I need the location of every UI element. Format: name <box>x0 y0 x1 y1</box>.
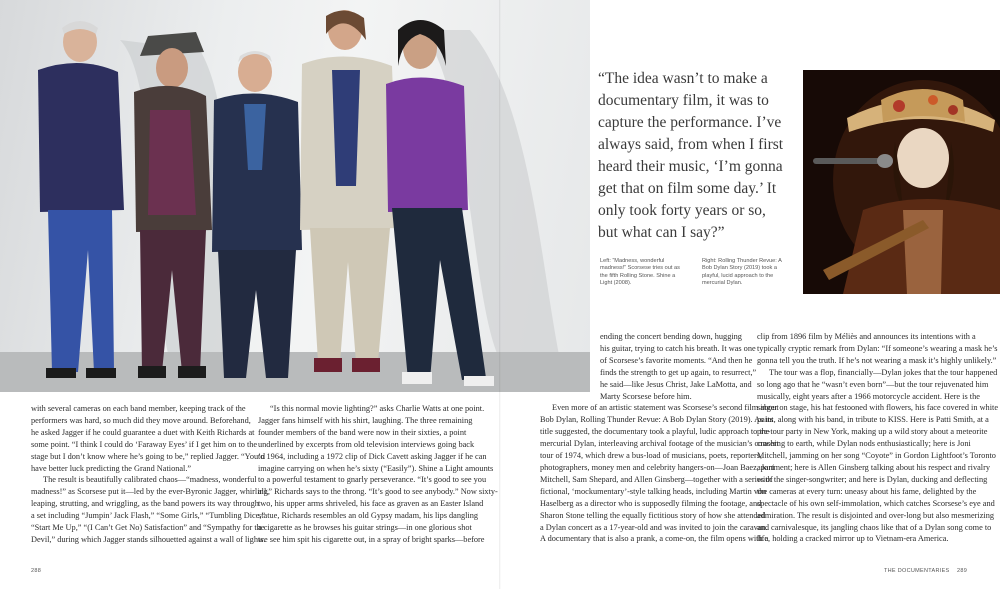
text-line: to 1964, including a 1972 clip of Dick Cavett asking Jagger if he can <box>258 451 487 461</box>
text-line: Haselberg as a director who is supposedly filming the footage, and <box>540 498 762 508</box>
body-column-2 <box>258 403 498 546</box>
band-photo-illustration <box>0 0 590 392</box>
text-line: singer on stage, his hat festooned with flowers, his face covered in white <box>757 403 999 413</box>
gutter-shadow <box>499 0 501 589</box>
text-line: all,” Richards says to the throng. “It’s good to see anybody.” Now sixty- <box>258 487 498 497</box>
text-line: he asked Jagger if he could guarantee a duet with Keith Richards at <box>31 427 255 437</box>
pull-quote: “The idea wasn’t to make a documentary film, it was to capture the performance. I’ve always said, from when I first heard their music, ‘I’m gonna get that on film some day.’ It only took forty years or so, but what can I say?” <box>598 70 784 241</box>
text-line: title suggested, the documentary took a playful, ludic approach to the <box>540 427 770 437</box>
text-line: Devil,” during which Jagger stands silhouetted against a wall of lights. <box>31 534 266 544</box>
page-number-right: 289 <box>957 568 968 574</box>
text-line: the cameras at every turn: uneasy about his fame, delighted by the <box>757 486 977 496</box>
text-line: underlined by excerpts from old television interviews going back <box>258 439 475 449</box>
caption-left-photo: Left: “Madness, wonderful madness!” Scorsese tries out as the fifth Rolling Stone. Shine a Light (2008). <box>600 258 680 287</box>
text-line: Mitchell, Sam Shepard, and Allen Ginsberg—together with a series of <box>540 474 773 484</box>
text-line: spectacle of his own self-immolation, which catches Scorsese’s eye and <box>757 498 995 508</box>
text-line: clip from 1896 film by Méliès and announces its intentions with a <box>757 332 976 341</box>
text-line: imagine carrying on when he’s sixty (“Easily”). Shine a Light amounts <box>258 463 494 473</box>
band-photo <box>0 0 590 392</box>
text-line: The tour was a flop, financially—Dylan jokes that the tour happened <box>769 367 998 377</box>
text-line: typically cryptic remark from Dylan: “If someone’s wearing a mask he’s <box>757 343 998 353</box>
text-line: founder members of the band were now in their sixties, a point <box>258 427 467 437</box>
text-line: Jagger fans himself with his shirt, laughing. The three remaining <box>258 415 473 425</box>
text-line: mercurial Dylan, interleaving archival footage of the musician’s concert <box>540 439 779 449</box>
text-line: two, his upper arms shriveled, his face as graven as an Easter Island <box>258 499 484 509</box>
text-line: “Is this normal movie lighting?” asks Charlie Watts at one point. <box>270 404 485 413</box>
text-line: Marty Scorsese before him. <box>600 391 692 401</box>
text-line: a cigarette as he browses his guitar strings—in one glorious shot <box>258 523 472 533</box>
figure-1 <box>38 21 124 378</box>
text-line: he said—like Jesus Christ, Jake LaMotta, and <box>600 379 752 389</box>
text-line: life, holding a cracked mirror up to Vietnam-era America. <box>757 534 949 544</box>
text-line: Sharon Stone telling the equally fictitious story of how she attended <box>540 510 766 520</box>
text-line: so long ago that he “wasn’t even born”—but the tour rejuvenated him <box>757 379 989 389</box>
text-line: tour of 1974, which drew a bus-load of musicians, poets, reporters, <box>540 451 763 461</box>
text-line: admiration. The result is disjointed and over-long but also mesmerizing <box>757 510 995 520</box>
text-line: A documentary that is also a prank, a come-on, the film opens with a <box>540 534 769 544</box>
text-line: Bob Dylan, Rolling Thunder Revue: A Bob Dylan Story (2019). As its <box>540 415 774 425</box>
body-column-1 <box>31 403 270 546</box>
text-line: stage but I don’t know where he’s going to be,” replied Jagger. “You’d <box>31 451 266 461</box>
text-line: and carnivalesque, its jangling chaos like that of a Dylan song come to <box>757 522 992 532</box>
figure-3 <box>212 51 302 378</box>
running-footer-section: THE DOCUMENTARIES <box>884 568 950 574</box>
text-line: his guitar, trying to catch his breath. It was one <box>600 343 756 353</box>
text-line: have better luck predicting the Grand National.” <box>31 463 192 473</box>
text-line: musically, eight years after a 1966 motorcycle accident. Here is the <box>757 391 980 401</box>
dylan-photo <box>803 70 1000 294</box>
text-line: madness!” as Scorsese put it—led by the ever-Byronic Jagger, whirling, <box>31 487 270 497</box>
body-column-3 <box>540 331 779 545</box>
text-line: a Dylan concert as a 17-year-old and was invited to join the caravan. <box>540 522 768 532</box>
text-line: finds the strength to get up again, to resurrect,” <box>600 367 757 377</box>
text-line: “Start Me Up,” “(I Can’t Get No) Satisfaction” and “Sympathy for the <box>31 523 265 533</box>
body-column-4 <box>757 331 999 545</box>
text-line: paint, along with his band, in tribute to KISS. Here is Patti Smith, at a <box>757 415 989 425</box>
text-line: apartment; here is Allen Ginsberg talking about his respect and rivalry <box>757 462 991 472</box>
page-number-left: 288 <box>31 568 42 574</box>
text-line: pre-tour party in New York, making up a wild story about a meteorite <box>757 427 988 437</box>
text-line: photographers, money men and celebrity hangers-on—Joan Baez, Joni <box>540 462 775 472</box>
text-line: ending the concert bending down, hugging <box>600 332 742 341</box>
dylan-photo-illustration <box>803 70 1000 294</box>
text-line: to a powerful testament to gnarly perseverance. “It’s good to see you <box>258 475 487 485</box>
text-line: we see him spit his cigarette out, in a spray of bright sparks—before <box>258 534 485 544</box>
caption-right-photo: Right: Rolling Thunder Revue: A Bob Dylan Story (2019) took a playful, lucid approach to the mercurial Dylan. <box>702 258 782 287</box>
text-line: some point. “I think I could do ‘Faraway Eyes’ if I get him on to the <box>31 439 258 449</box>
text-line: with several cameras on each band member, keeping track of the <box>31 404 246 413</box>
text-line: Even more of an artistic statement was Scorsese’s second film about <box>552 403 779 413</box>
text-line: The result is beautifully calibrated chaos—“madness, wonderful <box>43 475 257 485</box>
text-line: fictional, ‘mockumentary’-style talking heads, including Martin von <box>540 486 767 496</box>
figure-4 <box>300 10 398 372</box>
text-line: leaping, strutting, and wriggling, as the band powers its way through <box>31 499 259 509</box>
text-line: crashing to earth, while Dylan nods enthusiastically; here is Joni <box>757 439 971 449</box>
text-line: Mitchell, jamming on her song “Coyote” in Gordon Lightfoot’s Toronto <box>757 451 996 461</box>
text-line: a set including “Jumpin’ Jack Flash,” “Some Girls,” “Tumbling Dice,” <box>31 511 266 521</box>
text-line: gonna tell you the truth. If he’s not wearing a mask it’s highly unlikely.” <box>757 355 997 365</box>
text-line: of Scorsese’s favorite moments. “And then he <box>600 355 753 365</box>
text-line: statue, Richards resembles an old Gypsy madam, his lips dangling <box>258 511 479 521</box>
text-line: performers was hard, so much did they move around. Beforehand, <box>31 415 251 425</box>
text-line: with the singer-songwriter; and here is Dylan, ducking and deflecting <box>757 474 988 484</box>
